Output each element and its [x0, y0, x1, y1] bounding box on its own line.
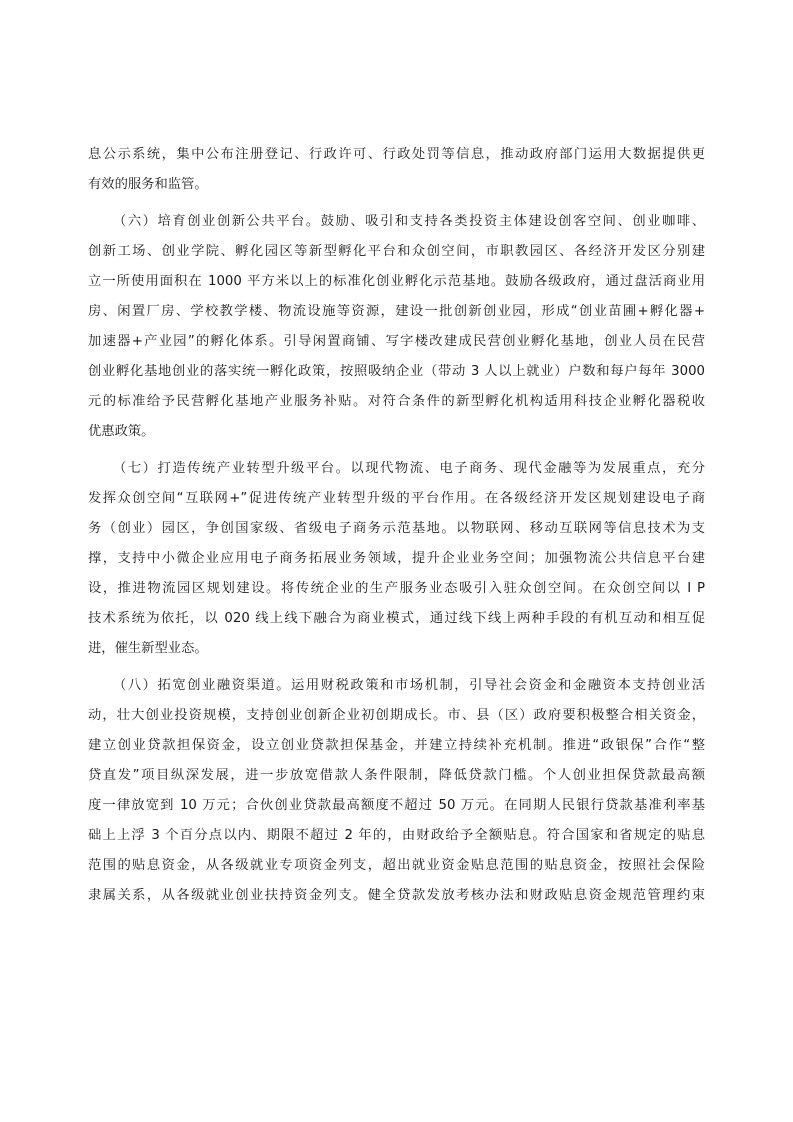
- text-line: 建立创业贷款担保资金，设立创业贷款担保基金，并建立持续补充机制。推进“政银保”合作“整: [88, 738, 705, 753]
- text-line: 贷直发”项目纵深发展，进一步放宽借款人条件限制，降低贷款门槛。个人创业担保贷款最高额: [88, 768, 705, 783]
- text-line: 隶属关系，从各级就业创业扶持资金列支。健全贷款发放考核办法和财政贴息资金规范管理约束: [88, 888, 705, 903]
- text-line: 技术系统为依托，以 020 线上线下融合为商业模式，通过线下线上两种手段的有机互动和相互促: [88, 611, 705, 626]
- text-line: 发挥众创空间“互联网+”促进传统产业转型升级的平台作用。在各级经济开发区规划建设电子商: [88, 491, 705, 506]
- text-line: 设，推进物流园区规划建设。将传统企业的生产服务业态吸引入驻众创空间。在众创空间以 I P: [88, 581, 705, 596]
- text-line: 立一所使用面积在 1000 平方米以上的标准化创业孵化示范基地。鼓励各级政府，通过盘活商业用: [88, 274, 705, 289]
- text-line: 房、闲置厂房、学校教学楼、物流设施等资源，建设一批创新创业园，形成“创业苗圃+孵化器+: [88, 304, 705, 319]
- text-line: 元的标准给予民营孵化基地产业服务补贴。对符合条件的新型孵化机构适用科技企业孵化器税收: [88, 394, 705, 409]
- text-line: 有效的服务和监管。: [88, 177, 208, 192]
- text-line: 动，壮大创业投资规模，支持创业创新企业初创期成长。市、县（区）政府要积极整合相关资金，: [88, 708, 705, 723]
- text-line: 度一律放宽到 10 万元；合伙创业贷款最高额度不超过 50 万元。在同期人民银行贷款基准利率基: [88, 798, 705, 813]
- text-line: 范围的贴息资金，从各级就业专项资金列支，超出就业资金贴息范围的贴息资金，按照社会保险: [88, 858, 705, 873]
- text-line: 础上上浮 3 个百分点以内、期限不超过 2 年的，由财政给予全额贴息。符合国家和省规定的贴息: [88, 828, 705, 843]
- text-line: 撑，支持中小微企业应用电子商务拓展业务领域，提升企业业务空间；加强物流公共信息平台建: [88, 551, 705, 566]
- text-line: 优惠政策。: [88, 424, 155, 439]
- paragraph-heading-line: （七）打造传统产业转型升级平台。以现代物流、电子商务、现代金融等为发展重点，充分: [113, 461, 705, 476]
- paragraph-heading-line: （六）培育创业创新公共平台。鼓励、吸引和支持各类投资主体建设创客空间、创业咖啡、: [113, 214, 705, 229]
- text-line: 创新工场、创业学院、孵化园区等新型孵化平台和众创空间，市职教园区、各经济开发区分别建: [88, 244, 705, 259]
- text-line: 加速器+产业园”的孵化体系。引导闲置商铺、写字楼改建成民营创业孵化基地，创业人员在民营: [88, 334, 705, 349]
- paragraph-heading-line: （八）拓宽创业融资渠道。运用财税政策和市场机制，引导社会资金和金融资本支持创业活: [113, 678, 705, 693]
- text-line: 创业孵化基地创业的落实统一孵化政策，按照吸纳企业（带动 3 人以上就业）户数和每户每年 3000: [88, 364, 705, 379]
- text-line: 务（创业）园区，争创国家级、省级电子商务示范基地。以物联网、移动互联网等信息技术为支: [88, 521, 705, 536]
- text-line: 息公示系统，集中公布注册登记、行政许可、行政处罚等信息，推动政府部门运用大数据提供更: [88, 147, 705, 162]
- text-line: 进，催生新型业态。: [88, 641, 208, 656]
